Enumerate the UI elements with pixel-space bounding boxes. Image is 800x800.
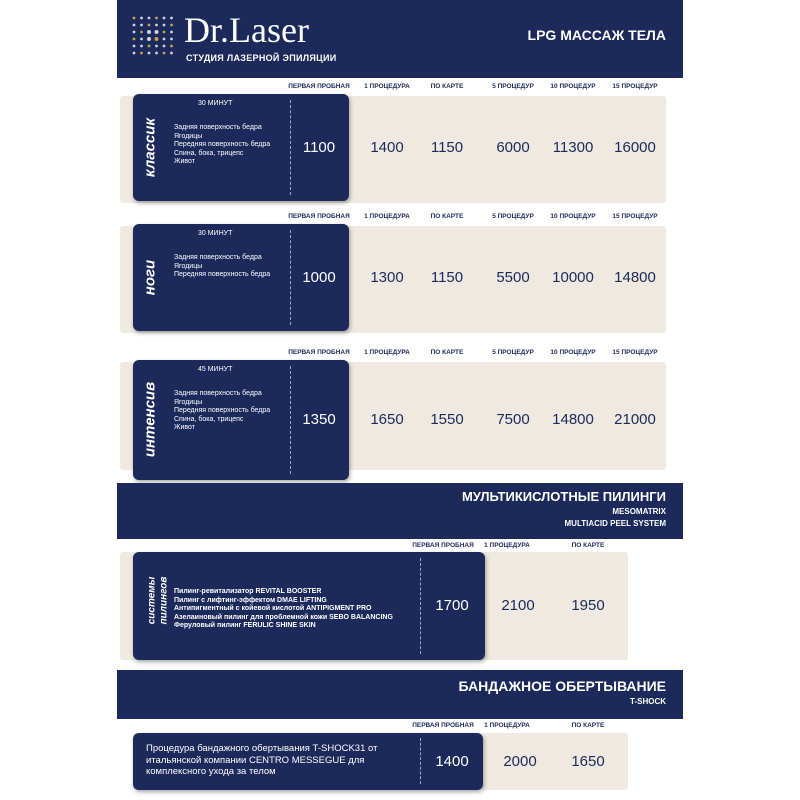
peels-list [174,588,393,631]
lpg-price: 16000 [614,138,656,156]
lpg-duration: 30 МИНУТ [198,230,233,237]
lpg-price: 21000 [614,411,656,428]
wrap-description: Процедура бандажного обертывания T-SHOCK31 от итальянской компании CENTRO MESSEGUE для комплексного ухода за телом [146,743,378,777]
logo-dot [170,24,173,27]
lpg-col-header: ПЕРВАЯ ПРОБНАЯ [288,213,350,220]
lpg-price: 7500 [496,411,530,428]
lpg-col-header: 10 ПРОЦЕДУР [550,83,596,90]
lpg-price-first: 1350 [302,411,336,428]
lpg-col-header: 5 ПРОЦЕДУР [492,349,534,356]
wrap-col-header: ПО КАРТЕ [571,722,605,729]
logo-dot [147,37,151,41]
lpg-zones [174,254,270,280]
peel-item: Антипигментный с койевой кислотой ANTIPIGMENT PRO [174,605,372,612]
lpg-col-header: 15 ПРОЦЕДУР [612,213,658,220]
wrap-title: БАНДАЖНОЕ ОБЕРТЫВАНИЕ [458,678,666,694]
lpg-zone: Ягодицы [174,398,203,406]
lpg-price-first: 1100 [302,138,336,156]
lpg-zone: Ягодицы [174,262,203,270]
lpg-zones [174,390,270,433]
lpg-price: 1650 [370,411,404,428]
lpg-price: 6000 [496,138,530,156]
lpg-zone: Живот [174,158,195,165]
lpg-duration: 30 МИНУТ [198,100,233,107]
logo-dot [140,52,143,55]
lpg-program-name: интенсив [141,381,159,458]
lpg-price: 1150 [430,268,464,286]
logo-dot [170,31,173,34]
logo-dot [140,38,143,41]
lpg-zone: Живот [174,424,195,431]
lpg-col-header: 15 ПРОЦЕДУР [612,349,658,356]
logo-dot [170,52,173,55]
lpg-col-header: ПО КАРТЕ [430,213,464,220]
brand-tagline: СТУДИЯ ЛАЗЕРНОЙ ЭПИЛЯЦИИ [186,53,337,63]
logo-dot [163,52,166,55]
peels-side-label: системы [146,576,158,625]
logo-dot [147,30,151,34]
lpg-zone: Спина, бока, трицепс [174,415,244,423]
page-title: LPG МАССАЖ ТЕЛА [527,27,666,43]
lpg-price: 1550 [430,411,464,428]
logo-dot [133,31,136,34]
logo-dot [133,17,136,20]
logo-dot [163,17,166,20]
lpg-zone: Передняя поверхность бедра [174,407,271,414]
wrap-price-single: 2000 [503,753,537,770]
logo-dot [133,38,136,41]
logo-dot [170,45,173,48]
wrap-col-header: 1 ПРОЦЕДУРА [484,722,530,729]
logo-dot [133,52,136,55]
lpg-price: 1300 [370,268,404,286]
logo-dot [140,17,143,20]
logo-dot [155,52,158,55]
logo-dot [155,24,158,27]
peel-item: Пилинг-ревитализатор REVITAL BOOSTER [174,588,322,595]
lpg-price: 11300 [552,138,594,156]
lpg-price-first: 1000 [302,268,336,286]
logo-dot [133,24,136,27]
lpg-zone: Задняя поверхность бедра [174,124,262,131]
peels-col-header: 1 ПРОЦЕДУРА [484,542,530,549]
lpg-col-header: 1 ПРОЦЕДУРА [364,349,410,356]
lpg-col-header: ПЕРВАЯ ПРОБНАЯ [288,83,350,90]
lpg-col-header: 10 ПРОЦЕДУР [550,349,596,356]
wrap-price-first: 1400 [435,753,469,770]
wrap-col-header: ПЕРВАЯ ПРОБНАЯ [412,722,474,729]
lpg-price: 10000 [552,268,594,286]
lpg-col-header: ПО КАРТЕ [430,83,464,90]
lpg-price: 5500 [496,268,530,286]
logo-dot [133,45,136,48]
logo-dot [163,45,166,48]
logo-dot [148,24,151,27]
peels-title: МУЛЬТИКИСЛОТНЫЕ ПИЛИНГИ [461,489,666,504]
logo-dot [140,45,143,48]
peels-subtitle-system: MULTIACID PEEL SYSTEM [564,519,666,528]
logo-dot [140,31,143,34]
logo-dot [140,24,143,27]
peels-price-card: 1950 [571,597,605,614]
lpg-col-header: ПЕРВАЯ ПРОБНАЯ [288,349,350,356]
logo-dot [148,17,151,20]
lpg-col-header: 1 ПРОЦЕДУРА [364,213,410,220]
lpg-zone: Ягодицы [174,132,203,140]
logo-dot [163,24,166,27]
logo-dot [170,17,173,20]
lpg-price: 1150 [430,138,464,156]
lpg-col-header: 10 ПРОЦЕДУР [550,213,596,220]
lpg-col-header: 5 ПРОЦЕДУР [492,213,534,220]
peel-item: Пилинг с лифтинг-эффектом DMAE LIFTING [174,596,327,604]
lpg-col-header: 15 ПРОЦЕДУР [612,83,658,90]
wrap-subtitle: T-SHOCK [630,697,666,706]
lpg-zone: Передняя поверхность бедра [174,271,271,278]
peel-item: Феруловый пилинг FERULIC SHINE SKIN [174,622,316,629]
logo-dot [148,45,151,48]
logo-dots-icon [130,14,176,58]
lpg-zone: Спина, бока, трицепс [174,149,244,157]
lpg-col-header: ПО КАРТЕ [430,349,464,356]
lpg-zone: Задняя поверхность бедра [174,254,262,261]
lpg-zone: Передняя поверхность бедра [174,141,271,148]
logo-dot [163,38,166,41]
lpg-program-name: ноги [141,259,159,295]
logo-dot [170,38,173,41]
lpg-col-header: 1 ПРОЦЕДУРА [364,83,410,90]
peels-price-single: 2100 [501,597,535,614]
brand-name: Dr.Laser [184,10,309,50]
lpg-zones [174,124,270,167]
lpg-price: 1400 [370,138,404,156]
lpg-program-name: классик [141,117,159,177]
lpg-zone: Задняя поверхность бедра [174,390,262,397]
logo-dot [155,37,159,41]
lpg-col-header: 5 ПРОЦЕДУР [492,83,534,90]
logo-dot [155,30,159,34]
peels-col-header: ПЕРВАЯ ПРОБНАЯ [412,542,474,549]
peels-side-label: пилингов [158,576,170,625]
logo-dot [155,17,158,20]
peels-price-first: 1700 [435,597,469,614]
logo-dot [148,52,151,55]
peels-col-header: ПО КАРТЕ [571,542,605,549]
wrap-price-card: 1650 [571,753,605,770]
lpg-price: 14800 [552,411,594,428]
lpg-duration: 45 МИНУТ [198,366,233,373]
logo-dot [155,45,158,48]
peel-item: Азелаиновый пилинг для проблемной кожи SEBO BALANCING [174,613,393,621]
logo-dot [163,31,166,34]
lpg-price: 14800 [614,268,656,286]
peels-subtitle-mesomatrix: MESOMATRIX [612,507,666,516]
